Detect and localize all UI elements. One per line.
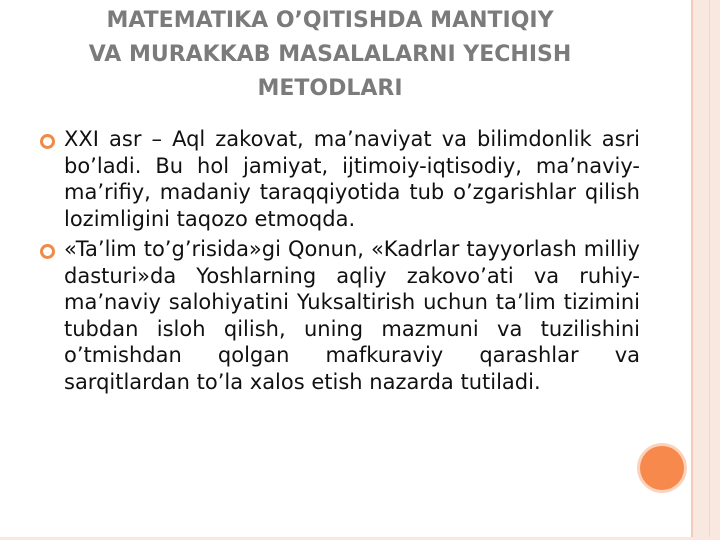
bullet-text: XXI asr – Aql zakovat, ma’naviyat va bilimdonlik asri bo’ladi. Bu hol jamiyat, ijtimoiy-iqtisodiy, ma’naviy-ma’rifiy, madaniy taraqqiyotida tub o’zgarishlar qilish lozimligini taqozo etmoqda. bbox=[64, 127, 640, 231]
slide-title-line-1: MATEMATIKA O’QITISHDA MANTIQIY bbox=[106, 8, 554, 33]
bullet-list bbox=[40, 126, 640, 399]
right-edge-band bbox=[692, 0, 720, 540]
bullet-item bbox=[40, 236, 640, 395]
slide-title bbox=[20, 4, 640, 106]
bullet-circle-icon bbox=[40, 244, 55, 259]
bullet-circle-icon bbox=[40, 134, 55, 149]
slide-title-line-3: METODLARI bbox=[257, 76, 403, 101]
right-edge-line bbox=[691, 0, 693, 540]
bullet-text: «Ta’lim to’g’risida»gi Qonun, «Kadrlar tayyorlash milliy dasturi»da Yoshlarning aqliy zakovo’ati va ruhiy-ma’naviy salohiyatini Yuksaltirish uchun ta’lim tizimini tubdan isloh qilish, uning mazmuni va tuzilishini o’tmishdan qolgan mafkuraviy qarashlar va sarqitlardan to’la xalos etish nazarda tutiladi. bbox=[64, 237, 640, 394]
right-edge-inner-line bbox=[709, 0, 710, 540]
decorative-orange-circle bbox=[640, 446, 684, 490]
bullet-item bbox=[40, 126, 640, 232]
slide-title-line-2: VA MURAKKAB MASALALARNI YECHISH bbox=[88, 42, 572, 67]
